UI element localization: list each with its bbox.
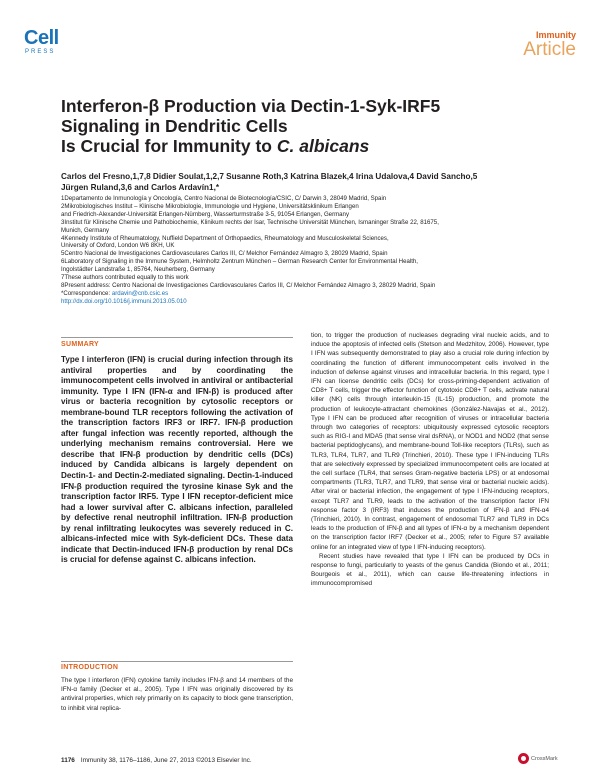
crossmark-icon xyxy=(518,753,529,764)
affiliation: 1Departamento de Inmunología y Oncología, Centro Nacional de Biotecnología/CSIC, C/ Darwin 3, 28049 Madrid, Spain xyxy=(61,195,387,202)
affiliation: University of Oxford, London W6 8KH, UK xyxy=(61,242,175,250)
correspondence-label: *Correspondence: xyxy=(61,289,112,297)
introduction-heading: INTRODUCTION xyxy=(61,664,119,671)
title-line-1: Interferon-β Production via Dectin-1-Syk-IRF5 xyxy=(61,96,441,116)
summary-heading: SUMMARY xyxy=(61,341,100,348)
journal-name: Immunity xyxy=(535,30,576,40)
affiliation: 3Institut für Klinische Chemie und Pathobiochemie, Klinikum rechts der Isar, Technische Universität München, Ismaninger Straße 22, 81675, xyxy=(61,218,439,226)
affiliation: Munich, Germany xyxy=(61,226,110,234)
page-footer xyxy=(61,757,252,764)
summary-text: Type I interferon (IFN) is crucial during infection through its antiviral properties and by coordinating the immunocompetent cells involved in antiviral or antibacterial immunity. Type I IFN (IFN-α and IFN-β) is produced after virus or bacteria recognition by cytosolic receptors or membrane-bound TLR receptors following the activation of the transcription factors IRF3 or IRF7. IFN-β production after fungal infection was recently reported, although the underlying mechanism remains controversial. Here we describe that IFN-β production by dendritic cells (DCs) induced by Candida albicans is largely dependent on Dectin-1- and Dectin-2-mediated signaling. Dectin-1-induced IFN-β production required the tyrosine kinase Syk and the transcription factor IRF5. Type I IFN receptor-deficient mice had a lower survival after C. albicans infection, paralleled by defective renal neutrophil infiltration. IFN-β production by renal infiltrating leukocytes was severely reduced in C. albicans-infected mice with Syk-deficient DCs. These data indicate that Dectin-induced IFN-β production by renal DCs is crucial for defense against C. albicans infection. xyxy=(61,355,293,565)
article-title xyxy=(61,96,561,156)
affiliation: 2Mikrobiologisches Institut – Klinische Mikrobiologie, Immunologie und Hygiene, Universitätsklinikum Erlangen xyxy=(61,202,359,210)
authors-line-2: Jürgen Ruland,3,6 and Carlos Ardavín1,* xyxy=(61,182,220,192)
affiliation: Ingolstädter Landstraße 1, 85764, Neuherberg, Germany xyxy=(61,266,215,274)
correspondence xyxy=(61,290,561,298)
crossmark-badge[interactable] xyxy=(518,753,558,764)
body-paragraph: Recent studies have revealed that type I IFN can be produced by DCs in response to fungi, particularly to yeasts of the genus Candida (Biondo et al., 2011; Bourgeois et al., 2011), which can cause life-threatening infections in immunocompromised xyxy=(311,552,549,588)
citation: Immunity 38, 1176–1186, June 27, 2013 ©2013 Elsevier Inc. xyxy=(80,757,252,764)
affiliation: 8Present address: Centro Nacional de Investigaciones Cardiovasculares Carlos III, C/ Melchor Fernández Almagro 3, 28029 Madrid, Spain xyxy=(61,281,436,289)
affiliation: 6Laboratory of Signaling in the Immune System, Helmholtz Zentrum München – German Research Center for Environmental Health, xyxy=(61,258,418,266)
logo-subtitle: PRESS xyxy=(25,49,56,55)
article-type: Article xyxy=(523,39,576,60)
affiliation: and Friedrich-Alexander-Universität Erlangen-Nürnberg, Wasserturmstraße 3-5, 91054 Erlangen, Germany xyxy=(61,210,349,218)
affiliation: 7These authors contributed equally to this work xyxy=(61,274,189,282)
cell-press-logo xyxy=(24,28,61,66)
title-line-3 xyxy=(61,136,561,156)
title-line-2: Signaling in Dendritic Cells xyxy=(61,116,288,136)
divider xyxy=(61,337,293,338)
crossmark-label: CrossMark xyxy=(531,755,558,762)
page-number: 1176 xyxy=(61,757,75,764)
affiliation: 4Kennedy Institute of Rheumatology, Nuffield Department of Orthopaedics, Rheumatology and Musculoskeletal Sciences, xyxy=(61,234,389,242)
divider xyxy=(61,661,293,662)
right-column xyxy=(311,331,549,589)
doi-link[interactable]: http://dx.doi.org/10.1016/j.immuni.2013.05.010 xyxy=(61,297,187,305)
affiliations xyxy=(61,195,561,306)
body-paragraph: tion, to trigger the production of nucleases degrading viral nucleic acids, and to induce the apoptosis of infected cells (Stetson and Medzhitov, 2006). However, type I IFN was subsequently demonstrated to play also a crucial role during infection by coordinating the function of different immunocompetent cells involved in the induction of defense against viruses and intracellular bacteria. In this regard, type I IFN can license dendritic cells (DCs) for cross-priming-dependent activation of CD8+ T cells, trigger the effector function of cytotoxic CD8+ T cells, activate natural killer (NK) cells through interleukin-15 (IL-15) production, and promote the production of leukocyte-attractant chemokines (González-Navajas et al., 2012). Type I IFN can be produced after recognition of viruses or intracellular bacteria through two categories of receptors: ubiquitously expressed cytosolic receptors such as RIG-I and MDA5 (that sense viral dsRNA), or NOD1 and NOD2 (that sense bacterial peptidoglycans), and membrane-bound Toll-like receptors (TLRs), such as TLR3, TLR4, TLR7, and TLR9 (Trinchieri, 2010). These type I IFN-inducing TLRs that are selectively expressed by specialized immunocompetent cells are located at the cell surface (TLR4, that senses Gram-negative bacteria LPS) or at endosomal compartments (TLR3, TLR7, and TLR9, that sense viral or bacterial nucleic acids). After viral or bacterial infection, the engagement of type I IFN-inducing receptors, except TLR7 and TLR9, leads to the activation of the transcription factor IFN response factor 3 (IRF3) that induces the production of IFN-β and IFN-α4 (Trinchieri, 2010). In contrast, engagement of endosomal TLR7 and TLR9 in DCs leads to the production of IFN-β and all types of IFN-α by a mechanism dependent on the transcription factor IRF7 (Decker et al., 2005; refer to Figure S7 available online for an integrated view of type I IFN-inducing receptors). xyxy=(311,332,549,551)
doi xyxy=(61,298,561,306)
author-list xyxy=(61,172,561,193)
logo-wordmark: Cell xyxy=(24,27,59,49)
affiliation: 5Centro Nacional de Investigaciones Cardiovasculares Carlos III, C/ Melchor Fernández Almagro 3, 28029 Madrid, Spain xyxy=(61,250,388,258)
title-line-3-prefix: Is Crucial for Immunity to xyxy=(61,136,277,156)
authors-line-1: Carlos del Fresno,1,7,8 Didier Soulat,1,2,7 Susanne Roth,3 Katrina Blazek,4 Irina Udalova,4 David Sancho,5 xyxy=(61,172,478,181)
title-species: C. albicans xyxy=(276,136,370,156)
correspondence-email-link[interactable]: ardavin@cnb.csic.es xyxy=(111,289,169,297)
introduction-text: The type I interferon (IFN) cytokine family includes IFN-β and 14 members of the IFN-α family (Decker et al., 2005). Type I IFN was originally discovered by its antiviral properties, which rely primarily on its capacity to block gene transcription, to inhibit viral replica- xyxy=(61,677,293,712)
